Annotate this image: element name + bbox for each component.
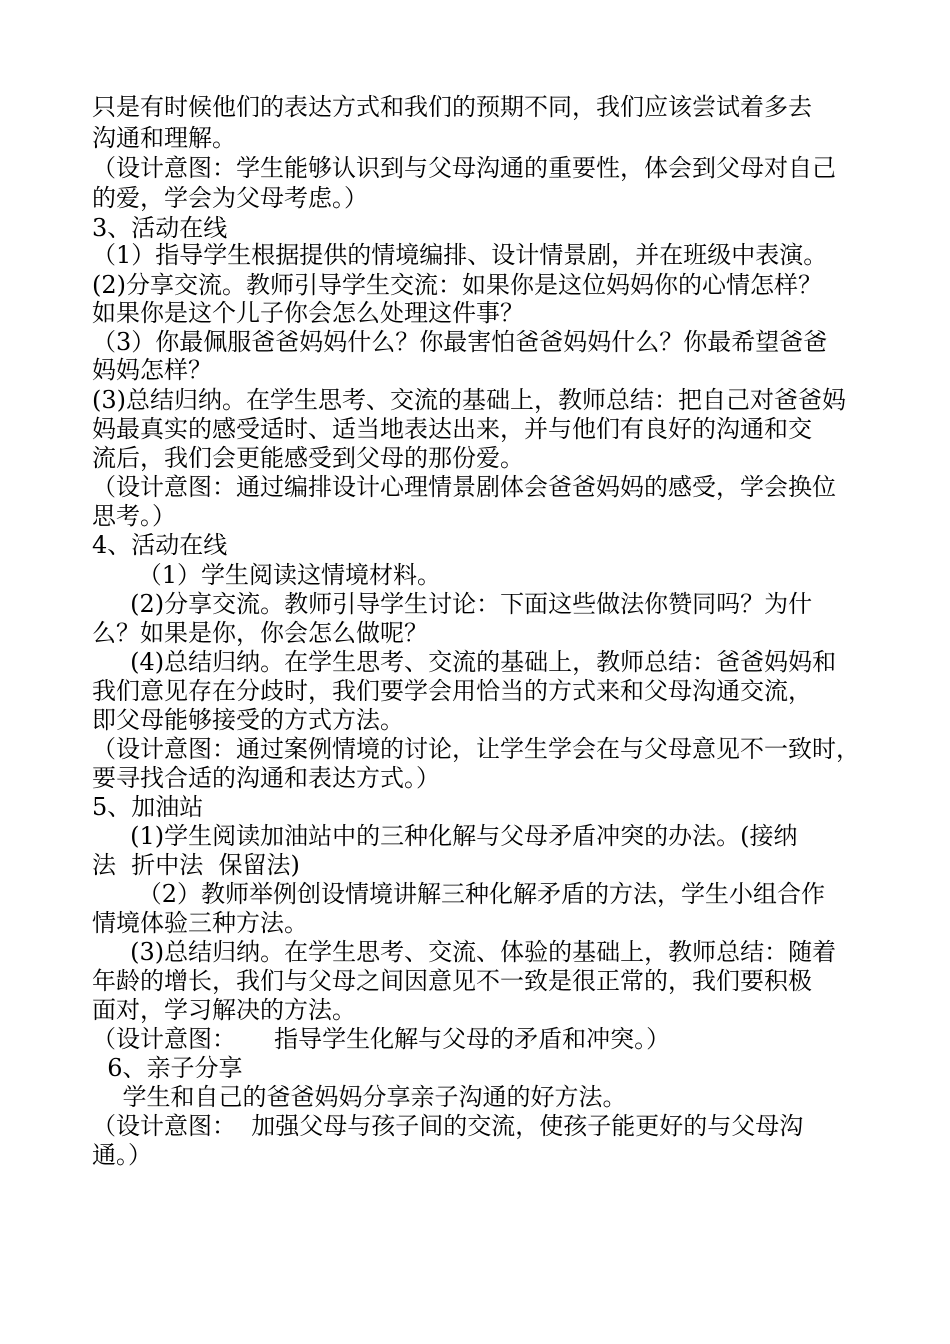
design-intent-line: 思考。）: [92, 502, 176, 530]
body-text-line: 学生和自己的爸爸妈妈分享亲子沟通的好方法。: [92, 1083, 627, 1111]
body-text-line: （1）指导学生根据提供的情境编排、设计情景剧，并在班级中表演。: [92, 241, 828, 269]
body-text-line: 如果你是这个儿子你会怎么处理这件事？: [92, 299, 524, 327]
body-text-line: (2)分享交流。教师引导学生交流：如果你是这位妈妈你的心情怎样？: [92, 271, 822, 299]
design-intent-line: （设计意图：通过案例情境的讨论，让学生学会在与父母意见不一致时，: [92, 735, 860, 763]
body-text-line: (4)总结归纳。在学生思考、交流的基础上，教师总结：爸爸妈妈和: [92, 648, 837, 676]
design-intent-line: （设计意图： 加强父母与孩子间的交流，使孩子能更好的与父母沟: [92, 1112, 804, 1140]
body-text-line: （3）你最佩服爸爸妈妈什么？你最害怕爸爸妈妈什么？你最希望爸爸: [92, 328, 828, 356]
design-intent-line: 要寻找合适的沟通和表达方式。）: [92, 764, 440, 792]
section-heading: 6、亲子分享: [92, 1054, 243, 1082]
body-text-line: 么？如果是你，你会怎么做呢？: [92, 619, 428, 647]
body-text-line: 法 折中法 保留法): [92, 851, 300, 879]
body-text-line: 妈妈怎样？: [92, 356, 212, 384]
body-text-line: (3)总结归纳。在学生思考、交流、体验的基础上，教师总结：随着: [92, 938, 837, 966]
body-text-line: 妈最真实的感受适时、适当地表达出来，并与他们有良好的沟通和交: [92, 415, 812, 443]
body-text-line: （1）学生阅读这情境材料。: [92, 561, 442, 589]
section-heading: 5、加油站: [92, 793, 204, 821]
body-text-line: 情境体验三种方法。: [92, 909, 308, 937]
body-text-line: (3)总结归纳。在学生思考、交流的基础上，教师总结：把自己对爸爸妈: [92, 386, 846, 414]
design-intent-line: （设计意图：学生能够认识到与父母沟通的重要性，体会到父母对自己: [92, 154, 836, 182]
body-text-line: 我们意见存在分歧时，我们要学会用恰当的方式来和父母沟通交流，: [92, 677, 812, 705]
body-text-line: 面对，学习解决的方法。: [92, 996, 356, 1024]
body-text-line: (1)学生阅读加油站中的三种化解与父母矛盾冲突的办法。(接纳: [92, 822, 798, 850]
body-text-line: (2)分享交流。教师引导学生讨论：下面这些做法你赞同吗？为什: [92, 590, 813, 618]
design-intent-line: 的爱，学会为父母考虑。）: [92, 184, 368, 212]
body-text-line: 即父母能够接受的方式方法。: [92, 706, 404, 734]
body-text-line: 年龄的增长，我们与父母之间因意见不一致是很正常的，我们要积极: [92, 967, 812, 995]
design-intent-line: 通。）: [92, 1141, 152, 1169]
design-intent-line: （设计意图：通过编排设计心理情景剧体会爸爸妈妈的感受，学会换位: [92, 473, 836, 501]
section-heading: 3、活动在线: [92, 214, 228, 242]
design-intent-line: （设计意图： 指导学生化解与父母的矛盾和冲突。）: [92, 1025, 671, 1053]
body-text-line: （2）教师举例创设情境讲解三种化解矛盾的方法，学生小组合作: [92, 880, 826, 908]
body-text-line: 只是有时候他们的表达方式和我们的预期不同，我们应该尝试着多去: [92, 93, 812, 121]
section-heading: 4、活动在线: [92, 531, 228, 559]
body-text-line: 流后，我们会更能感受到父母的那份爱。: [92, 444, 524, 472]
body-text-line: 沟通和理解。: [92, 124, 236, 152]
